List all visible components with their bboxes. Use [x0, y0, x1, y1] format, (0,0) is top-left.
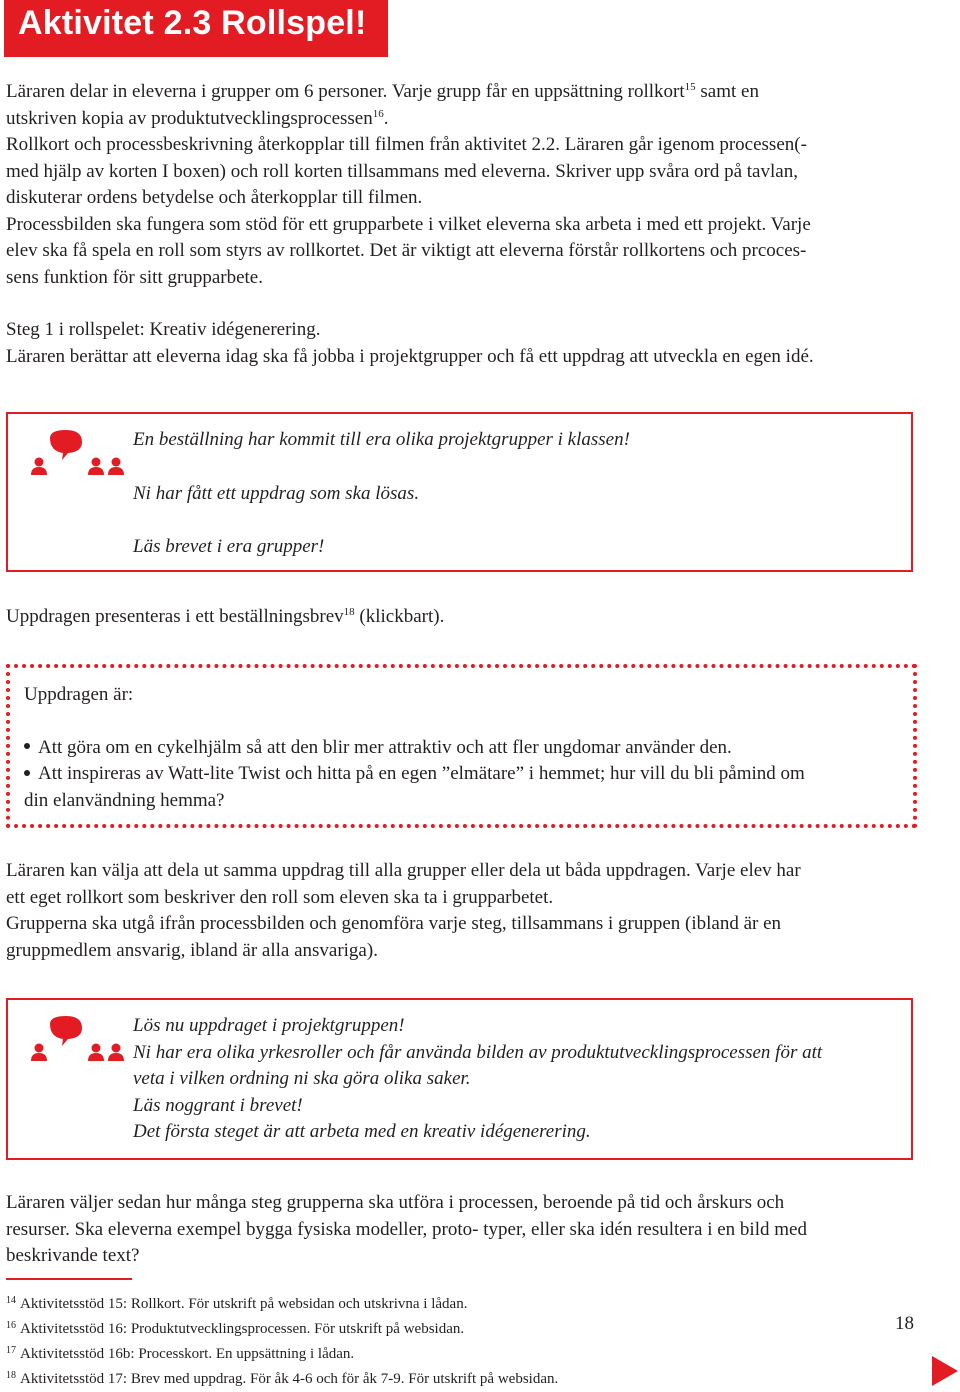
- box2-line: Ni har era olika yrkesroller och får använda bilden av produktutvecklingsprocessen för att: [133, 1041, 823, 1063]
- box1-text: [133, 427, 630, 561]
- middle-line: gruppmedlem ansvarig, ibland är alla ansvariga).: [6, 939, 378, 961]
- assignment-item: Att inspireras av Watt-lite Twist och hitta på en egen ”elmätare” i hemmet; hur vill du bli påmind om: [24, 761, 805, 788]
- next-page-arrow-icon[interactable]: [932, 1356, 958, 1386]
- bullet-icon: [24, 743, 30, 749]
- step1-text: Läraren berättar att eleverna idag ska få jobba i projektgrupper och få ett uppdrag att utveckla en egen idé.: [6, 345, 814, 367]
- bullet-icon: [24, 770, 30, 776]
- box1-line: En beställning har kommit till era olika projektgrupper i klassen!: [133, 429, 630, 450]
- footnote: $^{16}$ Aktivitetsstöd 16: Produktutvecklingsprocessen. För utskrift på websidan.: [6, 1320, 465, 1337]
- closing-line: resurser. Ska eleverna exempel bygga fysiska modeller, proto- typer, eller ska idén resultera i en bild med: [6, 1218, 807, 1240]
- footnote: $^{14}$ Aktivitetsstöd 15: Rollkort. För utskrift på websidan och utskrivna i lådan.: [6, 1295, 468, 1312]
- title-banner: [4, 0, 388, 57]
- intro-line: Läraren delar in eleverna i grupper om 6 personer. Varje grupp får en uppsättning rollkort$^{15}$ samt en: [6, 81, 759, 102]
- assignments-box: [6, 664, 917, 828]
- intro-line: diskuterar ordens betydelse och återkopplar till filmen.: [6, 187, 423, 208]
- page-number: 18: [895, 1313, 914, 1334]
- intro-paragraph: [6, 79, 811, 291]
- middle-line: Grupperna ska utgå ifrån processbilden och genomföra varje steg, tillsammans i gruppen (ibland är en: [6, 913, 782, 934]
- intro-line: sens funktion för sitt grupparbete.: [6, 266, 263, 288]
- box2-line: Läs noggrant i brevet!: [133, 1094, 303, 1116]
- closing-line: beskrivande text?: [6, 1245, 140, 1266]
- intro-line: elev ska få spela en roll som styrs av rollkortet. Det är viktigt att eleverna förstår rollkortens och prcoces-: [6, 240, 807, 261]
- intro-line: utskriven kopia av produktutvecklingsprocessen$^{16}$.: [6, 107, 389, 129]
- assignment-item-continued: din elanvändning hemma?: [24, 789, 225, 811]
- footnotes: [6, 1290, 558, 1390]
- instruction-box-1: [6, 412, 913, 572]
- footnote: $^{17}$ Aktivitetsstöd 16b: Processkort. En uppsättning i lådan.: [6, 1345, 355, 1362]
- middle-paragraph: [6, 858, 801, 964]
- assignment-item: Att göra om en cykelhjälm så att den blir mer attraktiv och att fler ungdomar använder den.: [24, 735, 805, 762]
- intro-line: Processbilden ska fungera som stöd för ett grupparbete i vilket eleverna ska arbeta i med ett projekt. Varje: [6, 213, 811, 235]
- intro-line: Rollkort och processbeskrivning återkopplar till filmen från aktivitet 2.2. Läraren går igenom processen(-: [6, 134, 807, 155]
- assignments-content: [24, 682, 805, 814]
- step1-heading: Steg 1 i rollspelet: Kreativ idégenerering.: [6, 319, 321, 340]
- intro-line: med hjälp av korten I boxen) och roll korten tillsammans med eleverna. Skriver upp svåra ord på tavlan,: [6, 160, 798, 182]
- footnote-divider: [6, 1278, 132, 1280]
- footnote: $^{18}$ Aktivitetsstöd 17: Brev med uppdrag. För åk 4-6 och för åk 7-9. För utskrift på websidan.: [6, 1370, 559, 1387]
- step1-paragraph: [6, 317, 814, 370]
- closing-paragraph: [6, 1190, 807, 1270]
- box1-line: Läs brevet i era grupper!: [133, 536, 325, 557]
- box2-line: Lös nu uppdraget i projektgruppen!: [133, 1015, 405, 1036]
- assignments-heading: Uppdragen är:: [24, 684, 134, 705]
- closing-line: Läraren väljer sedan hur många steg grupperna ska utföra i processen, beroende på tid och årskurs och: [6, 1192, 785, 1213]
- page-title: Aktivitet 2.3 Rollspel!: [18, 4, 367, 42]
- footnote-ref[interactable]: 18: [343, 606, 355, 618]
- group-discussion-icon: [26, 428, 136, 498]
- group-discussion-icon: [26, 1014, 136, 1084]
- box2-line: veta i vilken ordning ni ska göra olika saker.: [133, 1068, 471, 1089]
- box2-line: Det första steget är att arbeta med en kreativ idégenerering.: [133, 1121, 591, 1142]
- box2-text: [133, 1013, 822, 1146]
- middle-line: ett eget rollkort som beskriver den roll som eleven ska ta i grupparbetet.: [6, 886, 554, 908]
- instruction-box-2: [6, 998, 913, 1160]
- letter-note: Uppdragen presenteras i ett beställningsbrev$^{18}$ (klickbart).: [6, 606, 445, 627]
- middle-line: Läraren kan välja att dela ut samma uppdrag till alla grupper eller dela ut båda uppdragen. Varje elev har: [6, 860, 801, 881]
- box1-line: Ni har fått ett uppdrag som ska lösas.: [133, 482, 420, 504]
